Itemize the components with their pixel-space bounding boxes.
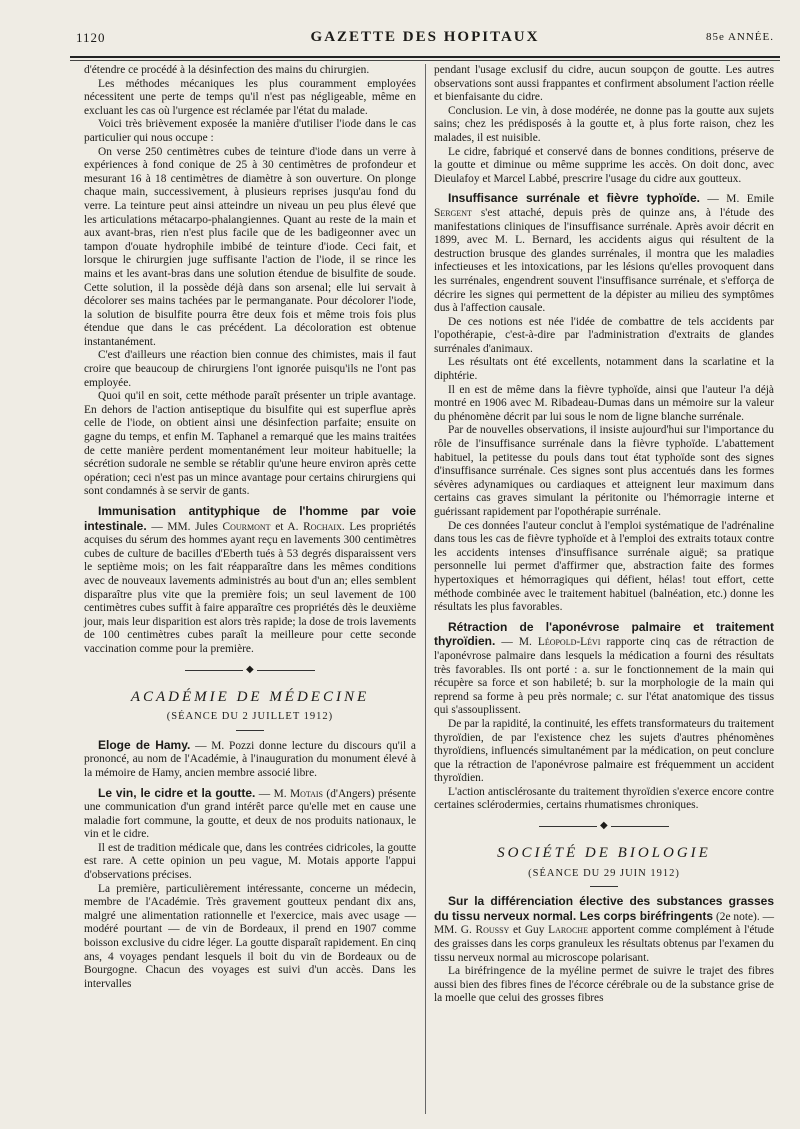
paragraph: Voici très brièvement exposée la manière d'utiliser l'iode dans le cas particulier qui nous occupe : xyxy=(84,118,416,144)
article-immunisation: Immunisation antityphique de l'homme par voie intestinale. — MM. Jules Courmont et A. Rochaix. Les propriétés acquises du sérum des hommes ayant reçu en lavements 300 centimètres cubes de culture de bacilles d'Eberth tués à 53 degrés disparaissent vers le septième mois; on les fait réapparaître dans les mêmes conditions avec de nouveaux lavements administrés au bout d'un an; elles semblent disparaître plus vite que la première fois; un seul lavement de 100 centimètres cubes suffit à faire apparaître ces propriétés dès le deuxième jour, mais leur disparition est alors très rapide; la dose de trois lavements de 100 centimètres cubes paraît la meilleure pour cette seconde vaccination comme pour la première. xyxy=(84,504,417,655)
section-title: ACADÉMIE DE MÉDECINE xyxy=(130,688,370,705)
article-title: Le vin, le cidre et la goutte. xyxy=(98,785,256,800)
journal-year: 85e ANNÉE. xyxy=(705,31,774,43)
paragraph: La biréfringence de la myéline permet de suivre le trajet des fibres aussi bien des fibres fines de l'écorce cérébrale ou de la substance grise de la moelle que celui des grosses fibres xyxy=(434,965,774,1005)
paragraph: La première, particulièrement intéressante, concerne un médecin, membre de l'Académie. Très gravement goutteux pendant dix ans, malgré une alimentation rationnelle et l'exercice, mais avec usage — modéré pourtant — de vin de Bordeaux, il prend en 1907 comme boisson exclusive du cidre léger. La goutte disparaît rapidement. En cinq ans, 4 voyages pendant lesquels il boit du vin de Bordeaux ou de Bourgogne. Chacun des voyages est suivi d'un accès. Dans les intervalles xyxy=(84,882,416,990)
paragraph: Il est de tradition médicale que, dans les contrées cidricoles, la goutte est rare. A cette opinion un peu vague, M. Motais apporte l'appui d'observations précises. xyxy=(84,841,416,882)
note-number: (2e note). xyxy=(713,910,760,923)
ornament-rule xyxy=(185,665,315,677)
paragraph: L'action antisclérosante du traitement thyroïdien s'exerce encore contre certaines sclérodermies, certains rhumatismes chroniques. xyxy=(434,785,774,812)
author-name: Sergent xyxy=(434,206,472,219)
section-session-date: (SÉANCE DU 2 JUILLET 1912) xyxy=(166,711,334,723)
paragraph: De ces notions est née l'idée de combattre de tels accidents par l'opothérapie, c'est-à-dire par l'administration d'extraits de glandes surrénales d'animaux. xyxy=(434,315,774,355)
paragraph: De par la rapidité, la continuité, les effets transformateurs du traitement thyroïdien, de par l'existence chez les sujets d'autres phénomènes thyroïdiens, influencés simultanément par la médication, on peut conclure que la rétraction de l'aponévrose palmaire est fréquemment un accident thyroïdien. xyxy=(434,717,774,785)
article-title: Insuffisance surrénale et fièvre typhoïde. xyxy=(448,191,700,206)
paragraph: De ces données l'auteur conclut à l'emploi systématique de l'adrénaline dans tous les cas de fièvre typhoïde et à l'emploi des extraits totaux contre les accidents intenses d'insuffisance surrénale aiguë; sa pratique personnelle lui permet d'affirmer que, abstraction faite des formes hypertoxiques et hémorragiques qui défient, hélas! tout effort, cette méthode combinée avec le traitement habituel (balnéation, etc.) donne les résultats les plus favorables. xyxy=(434,519,774,614)
ornament-rule xyxy=(539,821,669,833)
paragraph: Les méthodes mécaniques les plus couramment employées nécessitent une perte de temps qu'il n'est pas négligeable, même en excluant les cas où l'urgence est réclamée par l'état du malade. xyxy=(84,77,416,117)
author-name: Roussy xyxy=(475,924,510,937)
author-name: Rochaix xyxy=(303,520,342,533)
page-number: 1120 xyxy=(76,30,106,45)
article-title: Rétraction de l'aponévrose palmaire et traitement thyroïdien. xyxy=(434,619,774,649)
section-session-date: (SÉANCE DU 29 JUIN 1912) xyxy=(528,867,680,879)
journal-title: GAZETTE DES HOPITAUX xyxy=(310,29,540,45)
paragraph: Quoi qu'il en soit, cette méthode paraît présenter un triple avantage. En dehors de l'action antiseptique du bisulfite qui est superflue après celle de l'iode, on obtient ainsi une désinfection parfaite; ensuite on gagne du temps, et enfin M. Taphanel a remarqué que les mains traitées de cette manière perdent momentanément leur moiteur habituelle; la sécrétion sudorale ne semble se rétablir qu'une heure environ après cette opération; ceci n'est pas un mince avantage pour certains chirurgiens qui sont condamnés à se servir de gants. xyxy=(84,390,416,498)
paragraph: Par de nouvelles observations, il insiste aujourd'hui sur l'importance du rôle de l'insuffisance surrénale dans la fièvre typhoïde. L'abattement habituel, la petitesse du pouls dans tout état typhoïde sont des signes d'insuffisance surrénale. Ces signes sont plus accentués dans les formes sévères adynamiques ou cardiaques et atteignent leur maximum dans certains cas graves simulant la péritonite ou l'hémorragie interne et guérissant rapidement par l'opothérapie surrénale. xyxy=(434,424,774,518)
right-column xyxy=(434,64,774,1006)
header-rule xyxy=(70,56,780,58)
article-title: Eloge de Hamy. xyxy=(98,737,191,752)
article-title: Immunisation antityphique de l'homme par voie intestinale. xyxy=(84,504,416,533)
short-rule xyxy=(236,730,264,731)
paragraph: Conclusion. Le vin, à dose modérée, ne donne pas la goutte aux sujets sains; chez les prédisposés à la goutte et, à plus forte raison, chez les malades, il est nuisible. xyxy=(434,104,774,144)
page-header xyxy=(70,24,780,54)
article-vin-cidre-goutte: Le vin, le cidre et la goutte. — M. Motais (d'Angers) présente une communication d'un grand intérêt parce qu'elle met en cause une maladie fort commune, la goutte, et deux de nos produits nationaux, le vin et le cidre. xyxy=(84,785,416,841)
article-insuffisance-surrenale: Insuffisance surrénale et fièvre typhoïde. — M. Emile Sergent s'est attaché, depuis près de quinze ans, à l'étude des manifestations cliniques de l'insuffisance surrénale. Après avoir décrit en 1899, avec M. L. Bernard, les accidents aigus qui résultent de la destruction brusque des glandes surrénales, il montra que les maladies infectieuses et les intoxications, par les lésions qu'elles provoquent dans les surrénales, engendrent souvent l'insuffisance surrénale, et s'efforça de décrire les signes qui permettent de la dépister au milieu des symptômes dus à l'affection causale. xyxy=(434,191,774,315)
author-name: Léopold-Lévi xyxy=(537,636,601,649)
section-title: SOCIÉTÉ DE BIOLOGIE xyxy=(497,845,711,862)
paragraph: C'est d'ailleurs une réaction bien connue des chimistes, mais il faut croire que beaucoup de chirurgiens l'ont ignorée puisqu'ils ne l'ont pas employée. xyxy=(84,349,416,389)
column-divider xyxy=(425,64,426,1114)
header-rule-thin xyxy=(70,60,780,61)
author-name: Motais xyxy=(289,787,323,800)
paragraph: Il en est de même dans la fièvre typhoïde, ainsi que l'auteur l'a déjà montré en 1906 avec M. Ribadeau-Dumas dans un mémoire sur la valeur du phénomène décrit par lui sous le nom de ligne blanche surrénale. xyxy=(434,383,774,423)
author-name: Courmont xyxy=(222,520,271,533)
article-substances-grasses: Sur la différenciation élective des substances grasses du tissu nerveux normal. Les corps biréfringents (2e note). — MM. G. Roussy et Guy Laroche apportent comme complément à l'étude des graisses dans les corps granuleux les résultats obtenus par l'examen du tissu nerveux normal au microscope polarisant. xyxy=(434,894,774,964)
article-eloge-hamy: Eloge de Hamy. — M. Pozzi donne lecture du discours qu'il a prononcé, au nom de l'Académie, à l'inauguration du monument élevé à la mémoire de Hamy, ancien membre associé libre. xyxy=(84,737,416,779)
paragraph: d'étendre ce procédé à la désinfection des mains du chirurgien. xyxy=(84,64,370,76)
paragraph: pendant l'usage exclusif du cidre, aucun soupçon de goutte. Les autres observations sont aussi frappantes et confirment absolument l'action réelle et bienfaisante du cidre. xyxy=(434,64,774,104)
short-rule xyxy=(590,886,618,887)
author-name: Laroche xyxy=(548,924,588,937)
paragraph: Le cidre, fabriqué et conservé dans de bonnes conditions, préserve de la goutte et diminue ou même supprime les accès. On doit donc, avec Dieulafoy et Marcel Labbé, prescrire l'usage du cidre aux goutteux. xyxy=(434,145,774,185)
paragraph: On verse 250 centimètres cubes de teinture d'iode dans un verre à expériences à fond conique de 25 à 30 centimètres de profondeur et mesurant 16 à 18 centimètres de diamètre à son ouverture. On plonge chaque main, successivement, à plusieurs reprises jusqu'au fond du verre. La teinture peut ainsi atteindre un niveau un peu plus élevé que les articulations métacarpo-phalangiennes. Quant au reste de la main et aux avant-bras, rien n'est plus facile que de les badigeonner avec un tampon d'ouate hydrophile imbibé de teinture d'iode. Ceci fait, et lorsque le chirurgien juge suffisante l'action de l'iode, il se rince les mains et les avant-bras dans une solution étendue de bisulfite de soude. Cette solution, il la possède déjà dans son arsenal; elle lui servait à décolorer ses mains tachées par le permanganate. Pour décolorer l'iode, la solution de bisulfite pourra être deux fois et même trois fois plus étendue que dans le cas précédent. La décoloration est obtenue instantanément. xyxy=(84,145,416,348)
article-title: Sur la différenciation élective des substances grasses du tissu nerveux normal. Les corps biréfringents xyxy=(434,894,774,923)
left-column xyxy=(84,64,416,991)
article-aponevrose-palmaire: Rétraction de l'aponévrose palmaire et traitement thyroïdien. — M. Léopold-Lévi rapporte cinq cas de rétraction de l'aponévrose palmaire dans lesquels la médication a fourni des résultats très favorables. Ils ont porté : a. sur le fonctionnement de la main qui récupère sa force et son habileté; b. sur la morphologie de la main qui reprend sa forme à peu près normale; c. sur l'état anatomique des tissus qui s'assouplissent. xyxy=(434,619,774,717)
paragraph: Les résultats ont été excellents, notamment dans la scarlatine et la diphtérie. xyxy=(434,356,774,383)
